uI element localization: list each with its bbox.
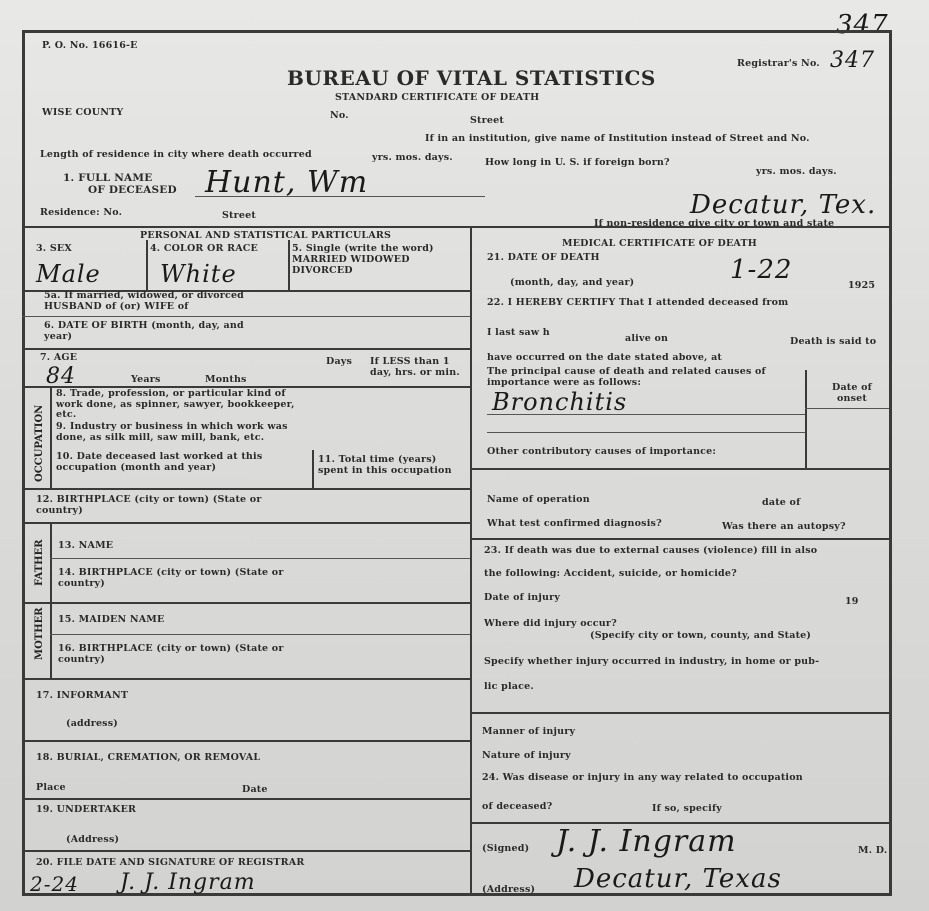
residence-length-label: Length of residence in city where death occurred	[40, 149, 312, 160]
yrs-mos-days: yrs. mos. days.	[372, 152, 453, 163]
days-label: Days	[326, 356, 353, 367]
color-divider	[288, 240, 290, 290]
no-label: No.	[330, 110, 349, 121]
rule-e	[22, 488, 470, 490]
occupation-8: 8. Trade, profession, or particular kind of work done, as spinner, sawyer, bookkeeper, etc.	[56, 388, 295, 420]
sex-divider	[146, 240, 148, 290]
autopsy-label: Was there an autopsy?	[722, 521, 846, 532]
center-divider	[470, 226, 472, 896]
rule-k	[22, 740, 470, 742]
mother-birthplace-label: 16. BIRTHPLACE (city or town) (State or country)	[58, 643, 284, 665]
occupation-related-label: 24. Was disease or injury in any way related to occupation	[482, 772, 803, 783]
rule-j	[22, 678, 470, 680]
sex-value: Male	[36, 260, 101, 288]
rule-f	[22, 522, 470, 524]
physician-signature: J. J. Ingram	[556, 824, 737, 859]
section-rule	[22, 226, 892, 228]
rule-h	[22, 602, 470, 604]
rule-l	[22, 798, 470, 800]
color-value: White	[160, 260, 237, 288]
occupation-11-divider	[312, 450, 314, 488]
marital-status-label: 5. Single (write the word) MARRIED WIDOWED DIVORCED	[292, 243, 434, 276]
age-value: 84	[46, 364, 76, 389]
injury-date-label: Date of injury	[484, 592, 561, 603]
page-number: 347	[836, 10, 889, 40]
nature-label: Nature of injury	[482, 750, 571, 761]
sex-label: 3. SEX	[36, 243, 72, 254]
rule-m	[22, 850, 470, 852]
medical-rule-b	[470, 538, 892, 540]
registrar-no: 347	[830, 48, 875, 73]
medical-section-title: MEDICAL CERTIFICATE OF DEATH	[562, 238, 757, 249]
father-name-label: 13. NAME	[58, 540, 114, 551]
other-causes-label: Other contributory causes of importance:	[487, 446, 717, 457]
if-less-label: If LESS than 1 day, hrs. or min.	[370, 356, 460, 378]
occurred-label: have occurred on the date stated above, at	[487, 352, 723, 363]
undertaker-address-label: (Address)	[66, 834, 120, 845]
rule-c	[22, 348, 470, 350]
rule-i	[50, 634, 470, 635]
certificate-subtitle: STANDARD CERTIFICATE OF DEATH	[335, 92, 540, 103]
color-label: 4. COLOR OR RACE	[150, 243, 258, 254]
full-name-label: 1. FULL NAME	[63, 172, 153, 184]
undertaker-label: 19. UNDERTAKER	[36, 804, 137, 815]
file-date-label: 20. FILE DATE AND SIGNATURE OF REGISTRAR	[36, 857, 305, 868]
certify-statement: 22. I HEREBY CERTIFY That I attended deceased from	[487, 297, 789, 308]
medical-rule-c	[470, 712, 892, 714]
occupation-side-label: OCCUPATION	[34, 404, 45, 482]
accident-label: the following: Accident, suicide, or homicide?	[484, 568, 737, 579]
how-long-us: How long in U. S. if foreign born?	[485, 157, 670, 168]
residence-city: Decatur, Tex.	[690, 190, 877, 220]
bureau-title: BUREAU OF VITAL STATISTICS	[287, 66, 656, 90]
yrs-mos-days-2: yrs. mos. days.	[756, 166, 837, 177]
if-so-label: If so, specify	[652, 803, 722, 814]
burial-place-label: Place	[36, 782, 66, 793]
md-label: M. D.	[858, 845, 888, 856]
father-birthplace-label: 14. BIRTHPLACE (city or town) (State or country)	[58, 567, 284, 589]
death-said-label: Death is said to	[790, 336, 877, 347]
external-causes-label: 23. If death was due to external causes (violence) fill in also	[484, 545, 818, 556]
mother-maiden-label: 15. MAIDEN NAME	[58, 614, 165, 625]
operation-label: Name of operation	[487, 494, 590, 505]
name-rule	[195, 196, 485, 197]
residence-label: Residence: No.	[40, 207, 123, 218]
institution-note: If in an institution, give name of Institution instead of Street and No.	[425, 133, 810, 144]
cause-value: Bronchitis	[492, 388, 628, 416]
onset-label: Date of onset	[832, 382, 872, 404]
date-of-death-sub: (month, day, and year)	[510, 277, 635, 288]
file-date-value: 2-24	[30, 872, 79, 896]
rule-g	[50, 558, 470, 559]
informant-address-label: (address)	[66, 718, 118, 729]
deceased-name: Hunt, Wm	[205, 165, 369, 200]
injury-year-label: 19	[845, 596, 859, 607]
father-side-label: FATHER	[34, 539, 45, 586]
signed-label: (Signed)	[482, 843, 530, 854]
occupation-9: 9. Industry or business in which work was done, as silk mill, saw mill, bank, etc.	[56, 421, 288, 443]
birthplace-label: 12. BIRTHPLACE (city or town) (State or country)	[36, 494, 262, 516]
street-label: Street	[470, 115, 504, 126]
dob-label: 6. DATE OF BIRTH (month, day, and year)	[44, 320, 244, 342]
mother-divider	[50, 602, 52, 678]
of-deceased-label-2: of deceased?	[482, 801, 553, 812]
po-number: P. O. No. 16616-E	[42, 40, 138, 51]
occupation-divider	[50, 386, 52, 488]
occupation-10: 10. Date deceased last worked at this occupation (month and year)	[56, 451, 263, 473]
county-label: WISE COUNTY	[42, 107, 124, 118]
physician-address-label: (Address)	[482, 884, 536, 895]
cause-rule-1	[487, 414, 805, 415]
date-of-death-label: 21. DATE OF DEATH	[487, 252, 600, 263]
registrar-no-label: Registrar's No.	[737, 58, 820, 69]
spouse-label: 5a. If married, widowed, or divorced HUSBAND of (or) WIFE of	[44, 290, 245, 312]
of-deceased-label: OF DECEASED	[88, 184, 177, 196]
registrar-signature: J. J. Ingram	[120, 870, 256, 895]
years-label: Years	[131, 374, 161, 385]
onset-rule	[805, 408, 889, 409]
manner-label: Manner of injury	[482, 726, 576, 737]
alive-on-label: alive on	[625, 333, 669, 344]
burial-label: 18. BURIAL, CREMATION, OR REMOVAL	[36, 752, 261, 763]
medical-rule-a	[470, 468, 892, 470]
nonresident-note: If non-residence give city or town and state	[594, 218, 835, 229]
father-divider	[50, 522, 52, 602]
burial-date-label: Date	[242, 784, 268, 795]
age-label: 7. AGE	[40, 352, 78, 363]
public-place-label: lic place.	[484, 681, 534, 692]
cause-rule-2	[487, 432, 805, 433]
onset-divider	[805, 370, 807, 468]
personal-section-title: PERSONAL AND STATISTICAL PARTICULARS	[140, 230, 392, 241]
principal-cause-label: The principal cause of death and related causes of importance were as follows:	[487, 366, 766, 388]
death-year: 1925	[848, 280, 876, 291]
residence-street: Street	[222, 210, 256, 221]
test-label: What test confirmed diagnosis?	[487, 518, 662, 529]
injury-specify-2: Specify whether injury occurred in industry, in home or pub-	[484, 656, 820, 667]
rule-b	[22, 316, 470, 317]
informant-label: 17. INFORMANT	[36, 690, 129, 701]
date-of-death-value: 1-22	[730, 255, 793, 285]
injury-specify-label: (Specify city or town, county, and State)	[590, 630, 812, 641]
operation-date-label: date of	[762, 497, 801, 508]
months-label: Months	[205, 374, 247, 385]
last-saw-label: I last saw h	[487, 327, 550, 338]
injury-where-label: Where did injury occur?	[484, 618, 617, 629]
mother-side-label: MOTHER	[34, 607, 45, 660]
physician-address: Decatur, Texas	[574, 864, 782, 894]
occupation-11: 11. Total time (years) spent in this occupation	[318, 454, 452, 476]
